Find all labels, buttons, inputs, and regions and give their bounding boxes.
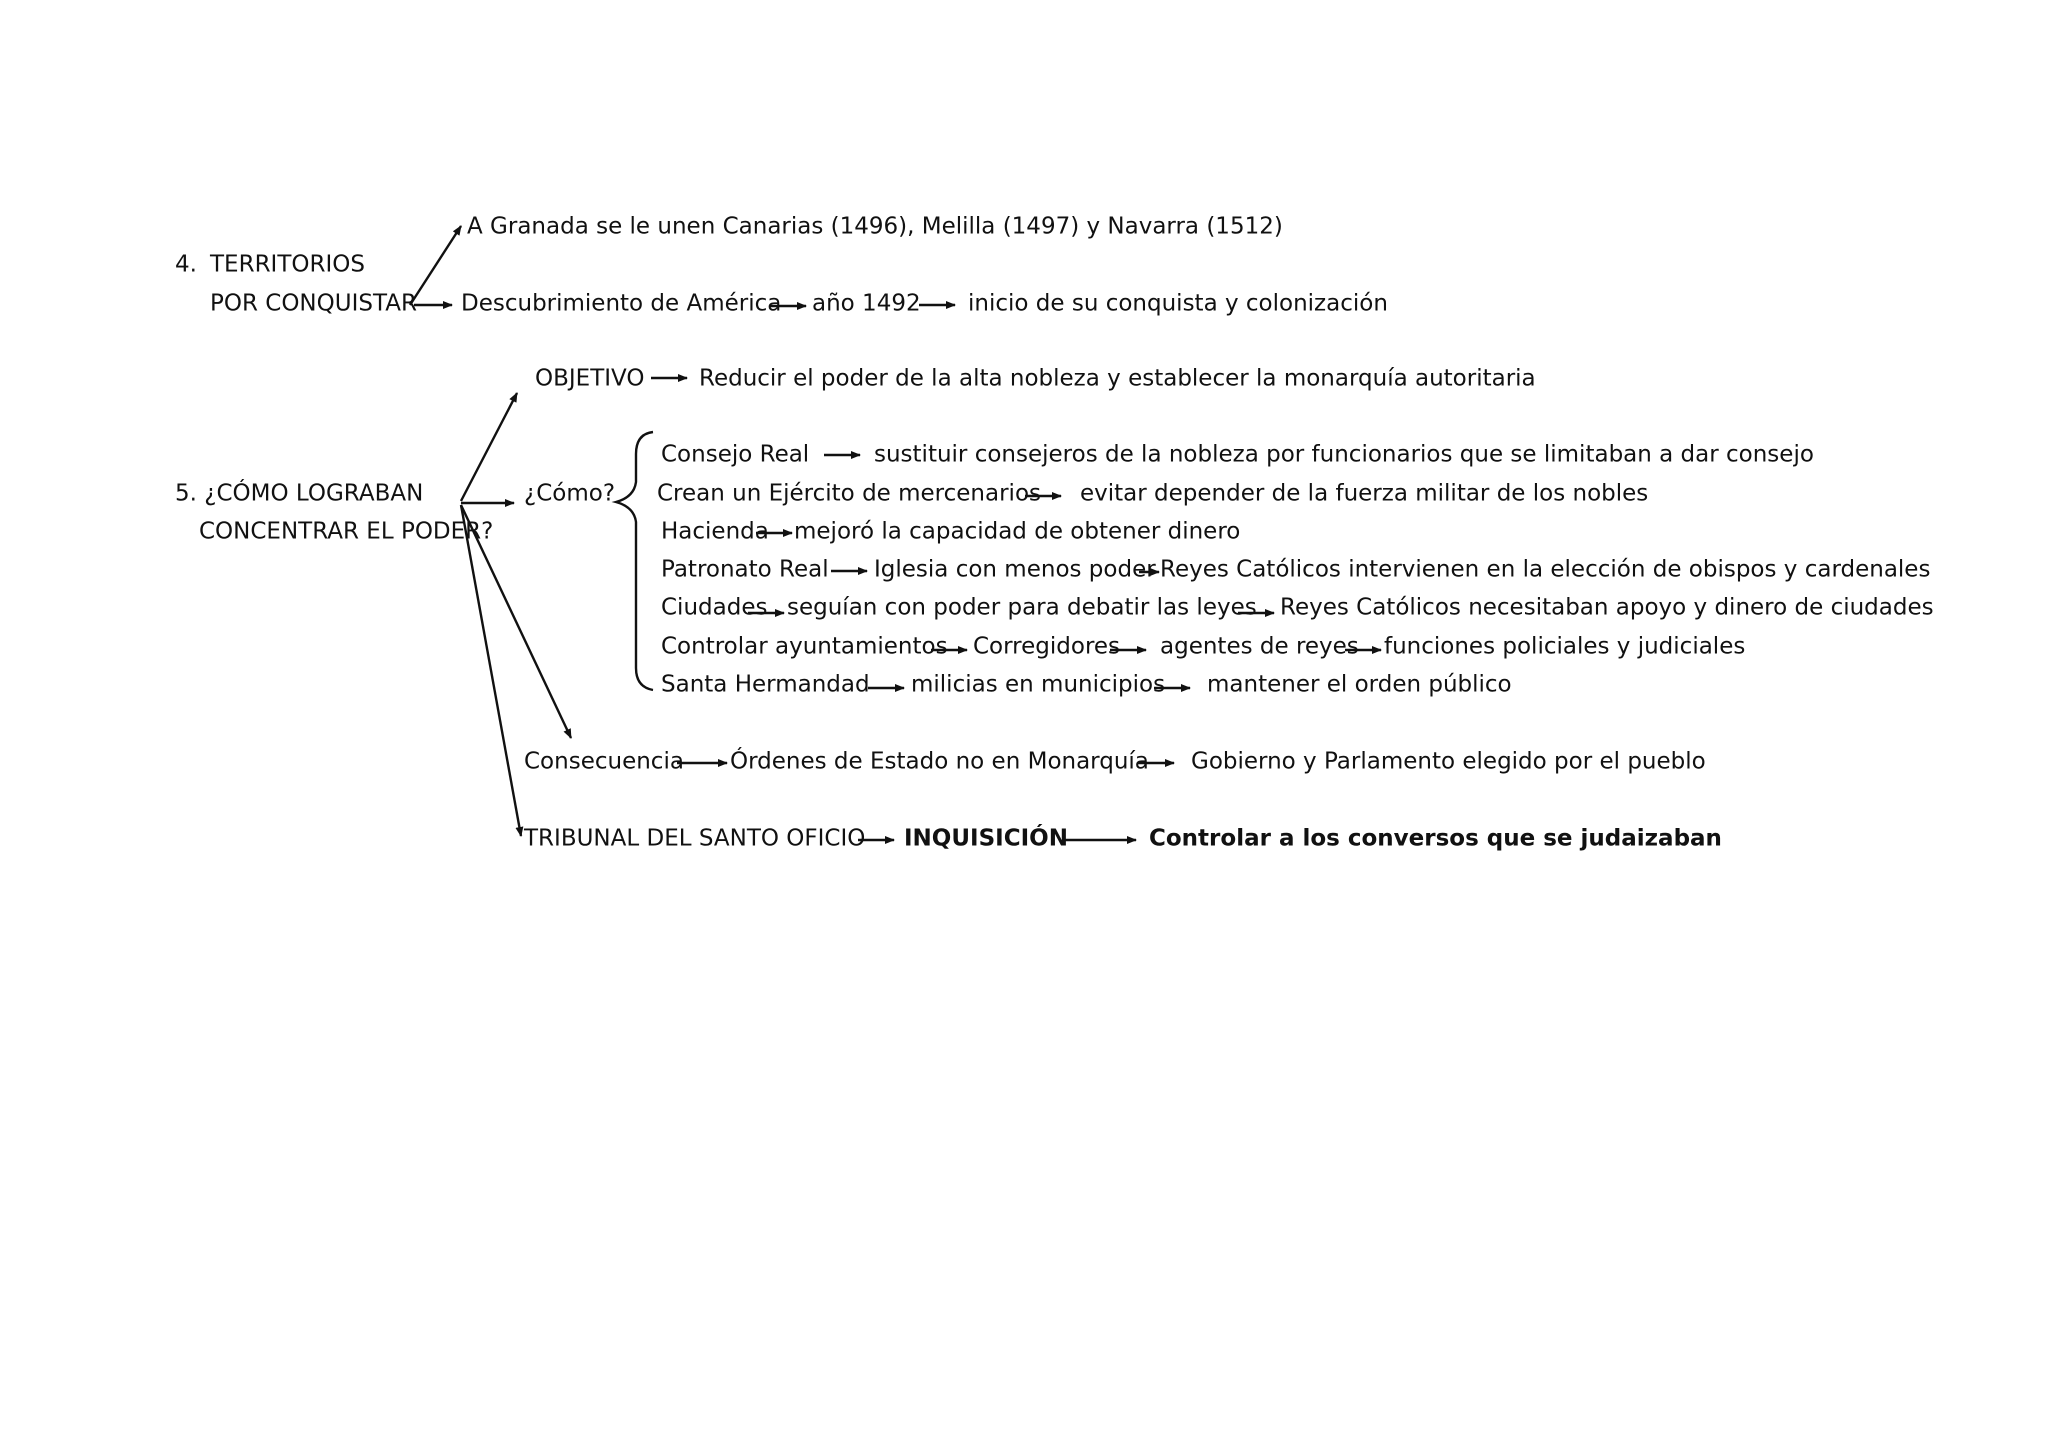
como-item: Hacienda [661, 518, 769, 545]
objetivo-label: OBJETIVO [535, 365, 645, 392]
como-item: Iglesia con menos poder [874, 556, 1156, 583]
como-item: Crean un Ejército de mercenarios [657, 480, 1042, 507]
section5-title-line1: 5. ¿CÓMO LOGRABAN [175, 480, 424, 507]
inquisicion-label: INQUISICIÓN [904, 825, 1068, 852]
como-item: Controlar ayuntamientos [661, 633, 948, 660]
como-item: Reyes Católicos necesitaban apoyo y dinero de ciudades [1280, 594, 1934, 621]
como-item: sustituir consejeros de la nobleza por funcionarios que se limitaban a dar consejo [874, 441, 1814, 468]
arrow-poder-to-tribunal [461, 505, 521, 836]
section5-title-line2: CONCENTRAR EL PODER? [199, 518, 494, 545]
consecuencia-node: Órdenes de Estado no en Monarquía [730, 748, 1149, 775]
como-item: Ciudades [661, 594, 768, 621]
como-item: agentes de reyes [1160, 633, 1359, 660]
como-item: evitar depender de la fuerza militar de los nobles [1080, 480, 1649, 507]
como-item: mantener el orden público [1207, 671, 1512, 698]
section4-number: 4. [175, 251, 197, 278]
consecuencia-label: Consecuencia [524, 748, 684, 775]
tribunal-label: TRIBUNAL DEL SANTO OFICIO [524, 825, 866, 852]
section4-branch-up: A Granada se le unen Canarias (1496), Melilla (1497) y Navarra (1512) [467, 213, 1283, 240]
como-item: Patronato Real [661, 556, 829, 583]
consecuencia-node: Gobierno y Parlamento elegido por el pueblo [1191, 748, 1706, 775]
arrow-poder-to-objetivo [461, 393, 517, 501]
como-item: Consejo Real [661, 441, 810, 468]
como-item: funciones policiales y judiciales [1384, 633, 1746, 660]
inquisicion-goal: Controlar a los conversos que se judaizaban [1149, 825, 1722, 852]
como-brace [616, 432, 653, 690]
objetivo-text: Reducir el poder de la alta nobleza y establecer la monarquía autoritaria [699, 365, 1536, 392]
como-item: mejoró la capacidad de obtener dinero [794, 518, 1241, 545]
como-item: Santa Hermandad [661, 671, 870, 698]
section4-title-line2: POR CONQUISTAR [210, 290, 417, 317]
como-item: milicias en municipios [911, 671, 1166, 698]
arrow-territorios-to-granada [410, 226, 461, 305]
chain-node: inicio de su conquista y colonización [968, 290, 1388, 317]
chain-node: año 1492 [812, 290, 921, 317]
como-label: ¿Cómo? [524, 480, 616, 507]
como-item: seguían con poder para debatir las leyes [787, 594, 1257, 621]
section4-title-line1: TERRITORIOS [210, 251, 365, 278]
como-item: Reyes Católicos intervienen en la elección de obispos y cardenales [1160, 556, 1931, 583]
chain-node: Descubrimiento de América [461, 290, 782, 317]
como-item: Corregidores [973, 633, 1121, 660]
